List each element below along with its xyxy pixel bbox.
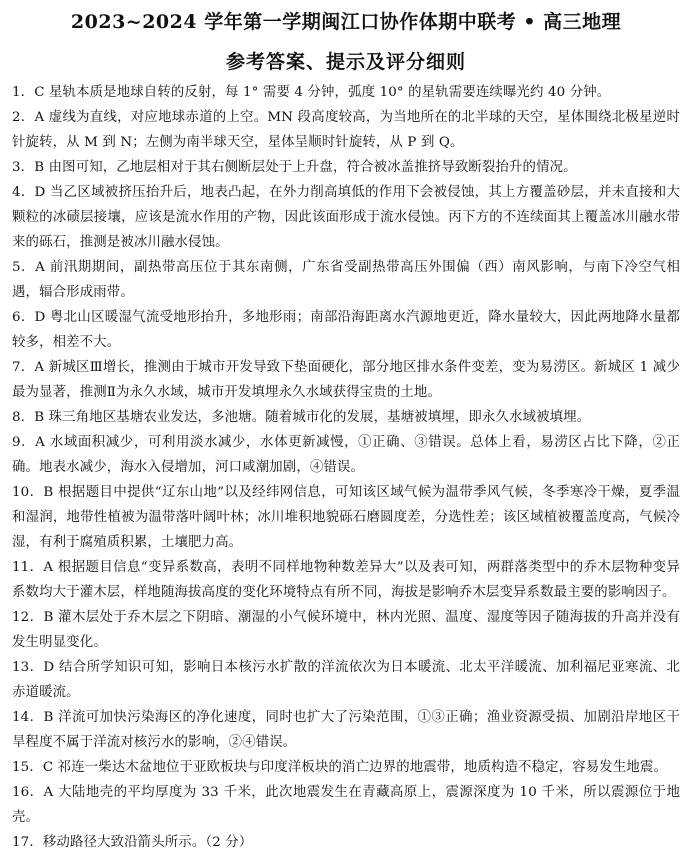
answer-item: 6．D 粤北山区暖湿气流受地形抬升，多地形雨；南部沿海距离水汽源地更近，降水量较大，因此两地降水量都较多，相差不大。 (12, 310, 680, 350)
answer-item: 7．A 新城区Ⅲ增长，推测由于城市开发导致下垫面硬化，部分地区排水条件变差，变为易涝区。新城区 1 减少最为显著，推测Ⅱ为永久水域，城市开发填埋永久水域获得宝贵的土地。 (12, 360, 680, 400)
answer-item: 13．D 结合所学知识可知，影响日本核污水扩散的洋流依次为日本暖流、北太平洋暖流、加利福尼亚寒流、北赤道暖流。 (12, 660, 680, 700)
answer-item: 10．B 根据题目中提供“辽东山地”以及经纬网信息，可知该区域气候为温带季风气候，冬季寒冷干燥，夏季温和湿润，地带性植被为温带落叶阔叶林；冰川堆积地貌砾石磨圆度差，分选性差；该区域植被覆盖度高，气候冷湿，有利于腐殖质积累，土壤肥力高。 (12, 485, 680, 550)
answer-item: 17．移动路径大致沿箭头所示。（2 分） (12, 835, 253, 850)
answer-item: 15．C 祁连一柴达木盆地位于亚欧板块与印度洋板块的消亡边界的地震带，地质构造不稳定，容易发生地震。 (12, 760, 668, 775)
answer-item: 4．D 当乙区域被挤压抬升后，地表凸起，在外力削高填低的作用下会被侵蚀，其上方覆盖砂层，并未直接和大颗粒的冰碛层接壤，应该是流水作用的产物，因此该面形成于流水侵蚀。丙下方的不连续面其上覆盖冰川融水带来的砾石，推测是被冰川融水侵蚀。 (12, 185, 680, 250)
answer-item: 9．A 水域面积减少，可利用淡水减少，水体更新减慢，①正确、③错误。总体上看，易涝区占比下降，②正确。地表水减少，海水入侵增加，河口咸潮加剧，④错误。 (12, 435, 680, 475)
document-title: 2023~2024 学年第一学期闽江口协作体期中联考 • 高三地理 (70, 11, 622, 33)
answer-item: 8．B 珠三角地区基塘农业发达，多池塘。随着城市化的发展，基塘被填埋，即永久水域被填埋。 (12, 410, 591, 425)
answer-item: 12．B 灌木层处于乔木层之下阴暗、潮湿的小气候环境中，林内光照、温度、湿度等因子随海拔的升高并没有发生明显变化。 (12, 610, 680, 650)
answer-item: 1．C 星轨本质是地球自转的反射，每 1° 需要 4 分钟，弧度 10° 的星轨需要连续曝光约 40 分钟。 (12, 85, 611, 100)
answer-list (12, 80, 680, 855)
document-subtitle: 参考答案、提示及评分细则 (225, 51, 466, 73)
answer-item: 11．A 根据题目信息“变异系数高，表明不同样地物种数差异大”以及表可知，两群落类型中的乔木层物种变异系数均大于灌木层，样地随海拔高度的变化环境特点有所不同，海拔是影响乔木层变异系数最主要的影响因子。 (12, 560, 680, 600)
answer-item: 5．A 前汛期期间，副热带高压位于其东南侧，广东省受副热带高压外围偏（西）南风影响，与南下冷空气相遇，辐合形成雨带。 (12, 260, 680, 300)
answer-item: 2．A 虚线为直线，对应地球赤道的上空。MN 段高度较高，为当地所在的北半球的天空，星体围绕北极星逆时针旋转，从 M 到 N；左侧为南半球天空，星体呈顺时针旋转，从 P 到 Q。 (12, 110, 680, 150)
answer-item: 16．A 大陆地壳的平均厚度为 33 千米，此次地震发生在青藏高原上，震源深度为 10 千米，所以震源位于地壳。 (12, 785, 680, 825)
answer-item: 3．B 由图可知，乙地层相对于其右侧断层处于上升盘，符合被冰盖推挤导致断裂抬升的情况。 (12, 160, 577, 175)
answer-item: 14．B 洋流可加快污染海区的净化速度，同时也扩大了污染范围，①③正确；渔业资源受损、加剧沿岸地区干旱程度不属于洋流对核污水的影响，②④错误。 (12, 710, 680, 750)
